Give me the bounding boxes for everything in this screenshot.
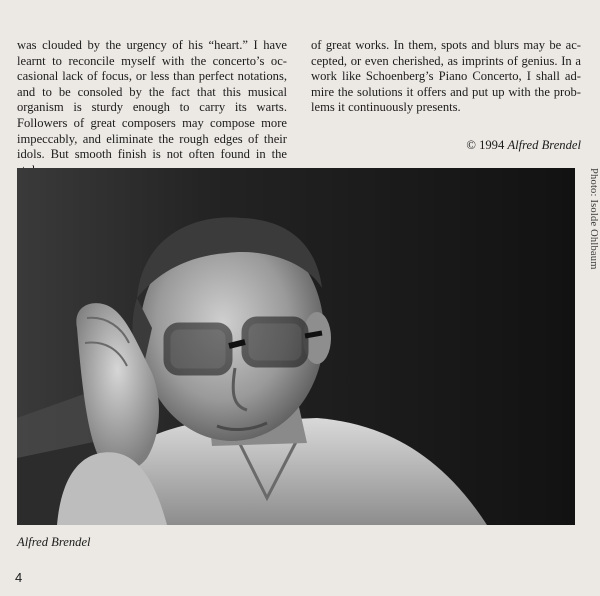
copyright-line	[311, 138, 581, 153]
left-column-paragraph: was clouded by the urgency of his “heart.” I have learnt to reconcile myself with the concerto’s occasional lack of focus, or less than perfect notations, and to be consoled by the fact that this musical organism is sturdy enough to carry its warts. Followers of great composers may compose more impeccably, and eliminate the rough edges of their idols. But smooth finish is not often found in the	[17, 38, 287, 162]
right-text-column	[311, 38, 581, 116]
page-number: 4	[15, 570, 23, 585]
copyright-author: Alfred Brendel	[507, 138, 581, 152]
photo-caption: Alfred Brendel	[17, 535, 91, 549]
left-text-column	[17, 38, 287, 178]
photo-credit: Photo: Isolde Ohlbaum	[588, 168, 599, 270]
portrait-photo	[17, 168, 575, 525]
right-column-paragraph: of great works. In them, spots and blurs may be accepted, or even cherished, as imprints of genius. In a work like Schoenberg’s Piano Concerto, I shall admire the solutions it offers and put up with the problems it continuously presents.	[311, 38, 581, 115]
copyright-year: © 1994	[466, 138, 505, 152]
portrait-illustration	[17, 168, 575, 525]
